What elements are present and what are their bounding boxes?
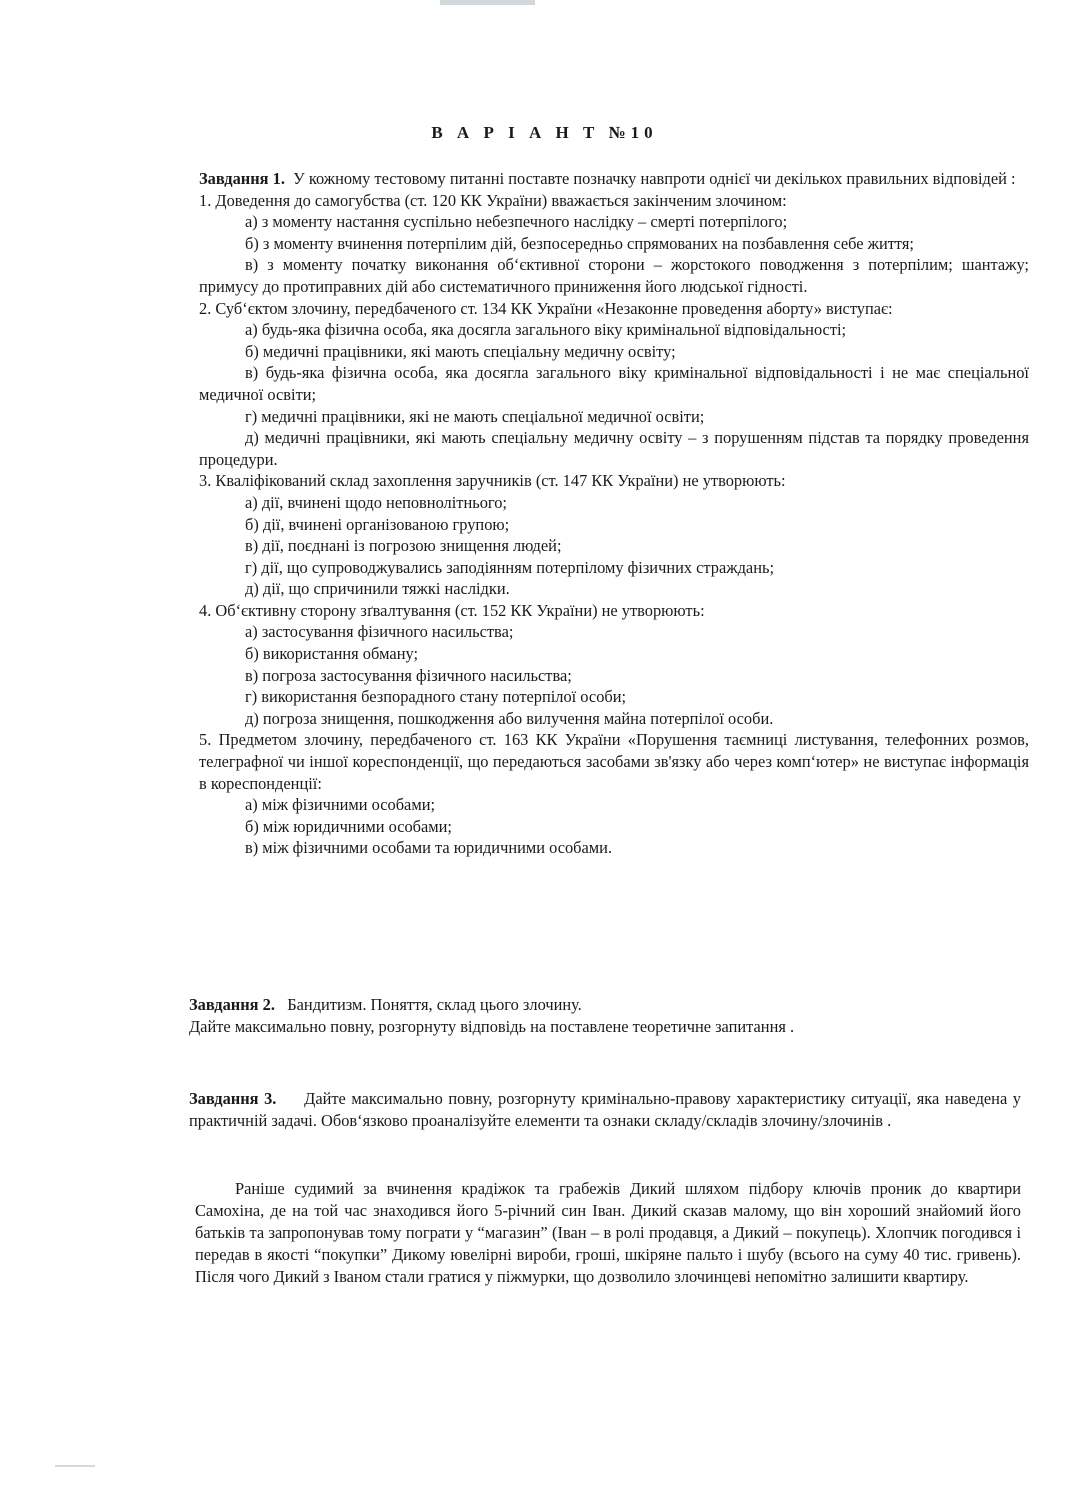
answer-option: б) дії, вчинені організованою групою;: [245, 514, 510, 534]
variant-title: В А Р І А Н Т №10: [431, 123, 658, 142]
case-text: Раніше судимий за вчинення крадіжок та грабежів Дикий шляхом підбору ключів проник до квартири Самохіна, де на той час знаходився його 5-річний син Іван. Дикий сказав малому, що він хороший знайомий його батьків та запропонував тому пограти у “магазин” (Іван – в ролі продавця, а Дикий – покупець). Хлопчик погодився і передав в якості “покупки” Дикому ювелірні вироби, гроші, шкіряне пальто і шубу (всього на суму 40 тис. гривень). Після чого Дикий з Іваном стали гратися у піжмурки, що дозволило злочинцеві непомітно залишити квартиру.: [195, 1179, 1021, 1286]
answer-option: а) з моменту настання суспільно небезпечного наслідку – смерті потерпілого;: [245, 212, 788, 232]
scan-edge-mark: [55, 1465, 95, 1467]
answer-option: г) медичні працівники, які не мають спеціальної медичної освіти;: [245, 406, 705, 426]
task-1-intro: У кожному тестовому питанні поставте позначку навпроти однієї чи декількох правильних відповідей :: [293, 169, 1016, 188]
answer-option: г) дії, що супроводжувались заподіянням потерпілому фізичних страждань;: [245, 557, 774, 577]
answer-option: д) медичні працівники, які мають спеціальну медичну освіту – з порушенням підстав та порядку проведення процедури.: [199, 428, 1029, 469]
question-text: 3. Кваліфікований склад захоплення заручників (ст. 147 КК України) не утворюють:: [199, 471, 786, 491]
task-1-label: Завдання 1.: [199, 169, 285, 188]
question-list: [199, 190, 1029, 859]
answer-option: в) з моменту початку виконання об‘єктивної сторони – жорстокого поводження з потерпілим; шантажу; примусу до протиправних дій або систематичного приниження його людської гідності.: [199, 255, 1029, 296]
answer-option: б) з моменту вчинення потерпілим дій, безпосередньо спрямованих на позбавлення себе життя;: [245, 233, 914, 253]
task-2-label: Завдання 2.: [189, 995, 275, 1014]
answer-option: д) погроза знищення, пошкодження або вилучення майна потерпілої особи.: [245, 708, 774, 728]
answer-option: а) дії, вчинені щодо неповнолітнього;: [245, 492, 507, 512]
task-3-instruction: Дайте максимально повну, розгорнуту кримінально-правову характеристику ситуації, яка наведена у практичній задачі. Обов‘язково проаналізуйте елементи та ознаки складу/складів злочину/злочинів .: [189, 1089, 1021, 1130]
task-2-instruction: Дайте максимально повну, розгорнуту відповідь на поставлене теоретичне запитання .: [189, 1017, 795, 1036]
question-text: 2. Суб‘єктом злочину, передбаченого ст. 134 КК України «Незаконне проведення аборту» виступає:: [199, 298, 893, 318]
scan-edge-mark: [440, 0, 535, 5]
answer-option: а) будь-яка фізична особа, яка досягла загального віку кримінальної відповідальності;: [245, 320, 847, 340]
question-text: 5. Предметом злочину, передбаченого ст. 163 КК України «Порушення таємниці листування, телефонних розмов, телеграфної чи іншої кореспонденції, що передаються засобами зв'язку або через комп‘ютер» не виступає інформація в кореспонденції:: [199, 730, 1029, 793]
task-1: [199, 168, 1029, 859]
answer-option: а) між фізичними особами;: [245, 795, 436, 815]
question-text: 1. Доведення до самогубства (ст. 120 КК України) вважається закінченим злочином:: [199, 190, 787, 210]
task-2-heading: [189, 994, 1029, 1016]
answer-option: в) погроза застосування фізичного насильства;: [245, 665, 572, 685]
task-1-heading: [199, 168, 1029, 190]
answer-option: г) використання безпорадного стану потерпілої особи;: [245, 687, 627, 707]
answer-option: а) застосування фізичного насильства;: [245, 622, 514, 642]
task-2-topic: Бандитизм. Поняття, склад цього злочину.: [287, 995, 582, 1014]
answer-option: в) будь-яка фізична особа, яка досягла загального віку кримінальної відповідальності і не має спеціальної медичної освіти;: [199, 363, 1029, 404]
answer-option: в) дії, поєднані із погрозою знищення людей;: [245, 536, 562, 556]
task-2: [189, 994, 1029, 1038]
question-text: 4. Об‘єктивну сторону зґвалтування (ст. 152 КК України) не утворюють:: [199, 600, 705, 620]
answer-option: д) дії, що спричинили тяжкі наслідки.: [245, 579, 510, 599]
answer-option: б) використання обману;: [245, 644, 419, 664]
task-3-label: Завдання 3.: [189, 1089, 277, 1108]
answer-option: б) між юридичними особами;: [245, 816, 452, 836]
answer-option: б) медичні працівники, які мають спеціальну медичну освіту;: [245, 341, 676, 361]
task-3: [189, 1088, 1021, 1132]
answer-option: в) між фізичними особами та юридичними особами.: [245, 838, 613, 858]
